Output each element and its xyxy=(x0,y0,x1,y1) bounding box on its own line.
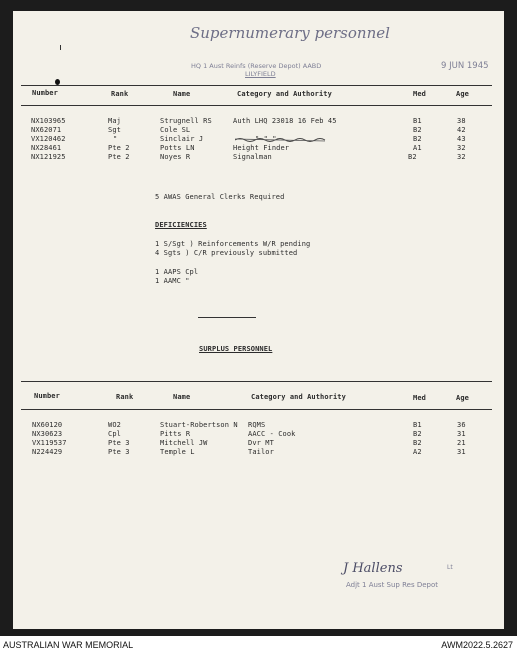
deficiency-line: 1 S/Sgt ) Reinforcements W/R pending xyxy=(155,240,311,248)
cell-med: B2 xyxy=(408,153,417,161)
cell-rank: Cpl xyxy=(108,430,121,438)
col-rank-header: Rank xyxy=(111,90,129,98)
cell-med: B2 xyxy=(413,430,422,438)
deficiency-line: 1 AAMC " xyxy=(155,277,190,285)
cell-number: NX28461 xyxy=(31,144,62,152)
cell-rank: Pte 3 xyxy=(108,448,130,456)
cell-rank: Pte 2 xyxy=(108,153,130,161)
surplus-top-rule xyxy=(21,381,492,382)
cell-age: 42 xyxy=(457,126,466,134)
cell-category: AACC - Cook xyxy=(248,430,296,438)
col-rank-header: Rank xyxy=(116,393,134,401)
cell-category: RQMS xyxy=(248,421,266,429)
cell-name: Noyes R xyxy=(160,153,191,161)
cell-rank: Pte 3 xyxy=(108,439,130,447)
col-age-header: Age xyxy=(456,90,469,98)
cell-name: Mitchell JW xyxy=(160,439,208,447)
cell-med: A2 xyxy=(413,448,422,456)
cell-name: Pitts R xyxy=(160,430,191,438)
cell-med: B2 xyxy=(413,126,422,134)
section-divider xyxy=(198,317,256,318)
table-header-rule xyxy=(21,105,492,106)
cell-category: Signalman xyxy=(233,153,272,161)
cell-name: Cole SL xyxy=(160,126,191,134)
cell-number: N224429 xyxy=(32,448,63,456)
cell-category: Tailor xyxy=(248,448,274,456)
cell-med: A1 xyxy=(413,144,422,152)
cell-med: B2 xyxy=(413,439,422,447)
col-med-header: Med xyxy=(413,394,426,402)
cell-med: B1 xyxy=(413,117,422,125)
col-med-header: Med xyxy=(413,90,426,98)
date-stamp: 9 JUN 1945 xyxy=(441,61,489,71)
unit-stamp: HQ 1 Aust Reinfs (Reserve Depot) AABD xyxy=(191,62,322,70)
handwritten-title: Supernumerary personnel xyxy=(190,24,390,42)
cell-name: Sinclair J xyxy=(160,135,204,143)
cell-rank: Maj xyxy=(108,117,121,125)
deficiencies-title: DEFICIENCIES xyxy=(155,221,207,229)
col-category-header: Category and Authority xyxy=(237,90,332,98)
cell-rank: Pte 2 xyxy=(108,144,130,152)
cell-med: B1 xyxy=(413,421,422,429)
col-age-header: Age xyxy=(456,394,469,402)
cell-name: Potts LN xyxy=(160,144,195,152)
cell-name: Stuart-Robertson N xyxy=(160,421,238,429)
struck-out-text xyxy=(235,128,327,133)
cell-category: " " " xyxy=(255,135,277,143)
cell-number: NX30623 xyxy=(32,430,63,438)
punch-mark xyxy=(60,45,61,50)
cell-name: Strugnell RS xyxy=(160,117,212,125)
col-name-header: Name xyxy=(173,393,191,401)
cell-number: NX62071 xyxy=(31,126,62,134)
table-top-rule xyxy=(21,85,492,86)
surplus-title: SURPLUS PERSONNEL xyxy=(199,345,273,353)
cell-age: 31 xyxy=(457,430,466,438)
cell-name: Temple L xyxy=(160,448,195,456)
col-number-header: Number xyxy=(34,392,60,400)
cell-number: VX120462 xyxy=(31,135,66,143)
cell-rank: Sgt xyxy=(108,126,121,134)
col-name-header: Name xyxy=(173,90,191,98)
cell-rank: WO2 xyxy=(108,421,121,429)
cell-rank: " xyxy=(113,135,118,143)
stamp-place: LILYFIELD xyxy=(245,70,276,78)
cell-number: NX103965 xyxy=(31,117,66,125)
cell-age: 32 xyxy=(457,153,466,161)
cell-category: Dvr MT xyxy=(248,439,274,447)
cell-age: 32 xyxy=(457,144,466,152)
surplus-header-rule xyxy=(21,409,492,410)
archive-footer xyxy=(0,636,517,653)
cell-age: 36 xyxy=(457,421,466,429)
cell-age: 21 xyxy=(457,439,466,447)
signatory-title: Adjt 1 Aust Sup Res Depot xyxy=(346,581,438,589)
deficiency-line: 1 AAPS Cpl xyxy=(155,268,199,276)
cell-age: 31 xyxy=(457,448,466,456)
signature: J Hallens xyxy=(343,561,403,576)
cell-number: NX60120 xyxy=(32,421,63,429)
document-page xyxy=(13,11,504,629)
deficiency-line: 4 Sgts ) C/R previously submitted xyxy=(155,249,298,257)
cell-category: Auth LHQ 23018 16 Feb 45 xyxy=(233,117,337,125)
cell-age: 43 xyxy=(457,135,466,143)
cell-category: Height Finder xyxy=(233,144,290,152)
cell-age: 38 xyxy=(457,117,466,125)
footer-institution: AUSTRALIAN WAR MEMORIAL xyxy=(3,640,134,650)
cell-med: B2 xyxy=(413,135,422,143)
col-number-header: Number xyxy=(32,89,58,97)
footer-accession-id: AWM2022.5.2627 xyxy=(441,640,513,650)
signature-rank: Lt xyxy=(447,564,453,571)
col-category-header: Category and Authority xyxy=(251,393,346,401)
requirement-note: 5 AWAS General Clerks Required xyxy=(155,193,285,201)
cell-number: NX121925 xyxy=(31,153,66,161)
cell-number: VX119537 xyxy=(32,439,67,447)
